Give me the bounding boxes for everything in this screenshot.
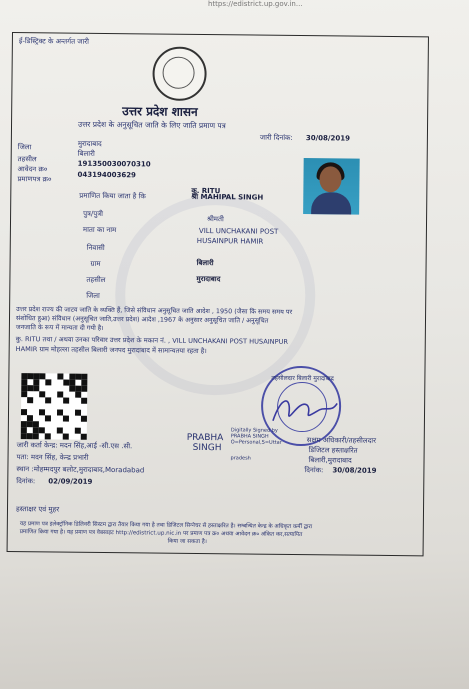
body-line-2: संशोधित हुआ) संविधान (अनुसूचित जाति,उत्तर प्रदेश) आदेश ,1967 के अनुसार अनुसूचित जाति / अनुसूचित	[15, 314, 269, 325]
officer-date-label: दिनांक:	[304, 466, 324, 475]
digital-sig-text-4: pradesh	[230, 455, 251, 462]
applicant-photo	[303, 158, 360, 215]
body-line-4: कु. RITU तथा / अथवा उनका परिवार उत्तर प्रदेश के मकान नं. , VILL UNCHAKANI POST HUSAINPUR	[15, 335, 289, 346]
issuer-line-2: पता: मदन सिंह, केन्द्र प्रभारी	[16, 453, 89, 462]
body-line-1: उत्तर प्रदेश राज्य की जाटव जाति के व्यक्ति हैं, जिसे संविधान अनुसूचित जाति आदेश , 1950 (जैसा कि समय समय पर	[16, 305, 293, 316]
digital-sig-name-2: SINGH	[192, 442, 222, 454]
footer-line-2: प्रमाणित किया गया है। यह प्रमाण पत्र वेबसाइट http://edistrict.up.nic.in पर प्रमाण पत्र क्र० अथवा आवेदन क्र० अंकित कर,सत्यापित	[19, 529, 303, 539]
watermark-emblem	[114, 194, 316, 396]
caste-certificate	[7, 32, 429, 556]
resident-label: निवासी	[86, 243, 105, 252]
certificate-number: 043194003629	[77, 170, 137, 180]
tehsil-value: बिलारी	[77, 149, 95, 158]
certify-label: प्रमाणित किया जाता है कि	[79, 191, 146, 201]
district-label: जिला	[17, 143, 32, 152]
officer-title-2: डिजिटल हस्ताक्षरित	[308, 446, 358, 455]
mother-name: श्रीमती	[207, 215, 224, 224]
body-line-3: जनजाति के रूप में मान्यता दी गयी है।	[15, 323, 104, 332]
tehsil2-label: तहसील	[86, 275, 106, 284]
application-number-label: आवेदन क्र०	[17, 165, 48, 174]
digital-sig-text: Digitally Signed by	[230, 427, 278, 434]
officer-date: 30/08/2019	[332, 466, 377, 475]
url-fragment: https://edistrict.up.gov.in...	[208, 0, 303, 8]
father-name: श्री MAHIPAL SINGH	[191, 192, 264, 202]
issuer-date-label: दिनांक:	[16, 477, 36, 486]
digital-sig-text-3: O=Personal,S=Uttar	[230, 439, 282, 446]
up-emblem-icon	[152, 46, 207, 101]
officer-place: बिलारी,मुरादाबाद	[308, 456, 352, 465]
issue-date: 30/08/2019	[305, 134, 351, 143]
certificate-number-label: प्रमाणपत्र क्र०	[17, 175, 52, 184]
digital-sig-name: PRABHA	[186, 432, 224, 444]
address-line-2: HUSAINPUR HAMIR	[196, 236, 264, 246]
district2-label: जिला	[86, 291, 100, 300]
tehsil-label: तहसील	[17, 155, 37, 164]
application-number: 191350030070310	[77, 159, 151, 169]
issue-date-label: जारी दिनांक:	[259, 133, 293, 142]
district2-value: मुरादाबाद	[196, 274, 221, 284]
govt-title: उत्तर प्रदेश शासन	[122, 104, 198, 119]
issuer-line-3: स्थान :मोहम्मदपुर बलोट,मुरादाबाद,Moradabad	[16, 465, 145, 475]
qr-code	[21, 373, 88, 440]
issuer-date: 02/09/2019	[48, 477, 93, 486]
digital-sig-text-2: PRABHA SINGH	[230, 433, 269, 440]
district-value: मुरादाबाद	[77, 139, 102, 148]
mother-label: माता का नाम	[82, 225, 117, 235]
edistrict-label: ई-डिस्ट्रिक्ट के अन्तर्गत जारी	[18, 37, 90, 46]
footer-line-1: यह प्रमाण पत्र इलेक्ट्रॉनिक डिलिवरी सिस्टम द्वारा तैयार किया गया है तथा डिजिटल सिग्नेचर से हस्ताक्षरित है। सम्बन्धित केन्द्र के अधिकृत कर्मी द्वारा	[19, 521, 313, 531]
relation-label: पुत्र/पुत्री	[83, 209, 104, 218]
body-line-5: HAMIR ग्राम मोहल्ला तहसील बिलारी जनपद मुरादाबाद में सामान्यतया रहता है।	[15, 345, 207, 356]
village-value: बिलारी	[196, 258, 214, 268]
signature-image	[271, 391, 341, 432]
issuer-line-1: जारी कर्ता केन्द्र: मदन सिंह,आई -सी.एस .सी.	[16, 441, 133, 451]
village-label: ग्राम	[90, 259, 101, 268]
signature-stamp-label: हस्ताक्षर एवं मुहर	[15, 505, 60, 514]
address-line-1: VILL UNCHAKANI POST	[198, 226, 279, 236]
applicant-name: कु. RITU	[191, 186, 221, 196]
stamp-text: तहसीलदार बिलारी मुरादाबाद	[271, 374, 334, 383]
certificate-subtitle: उत्तर प्रदेश के अनुसूचित जाति के लिए जाति प्रमाण पत्र	[77, 119, 226, 131]
officer-title: सक्षम अधिकारी/तहसीलदार	[306, 436, 377, 445]
footer-line-3: किया जा सकता है।	[167, 538, 207, 546]
